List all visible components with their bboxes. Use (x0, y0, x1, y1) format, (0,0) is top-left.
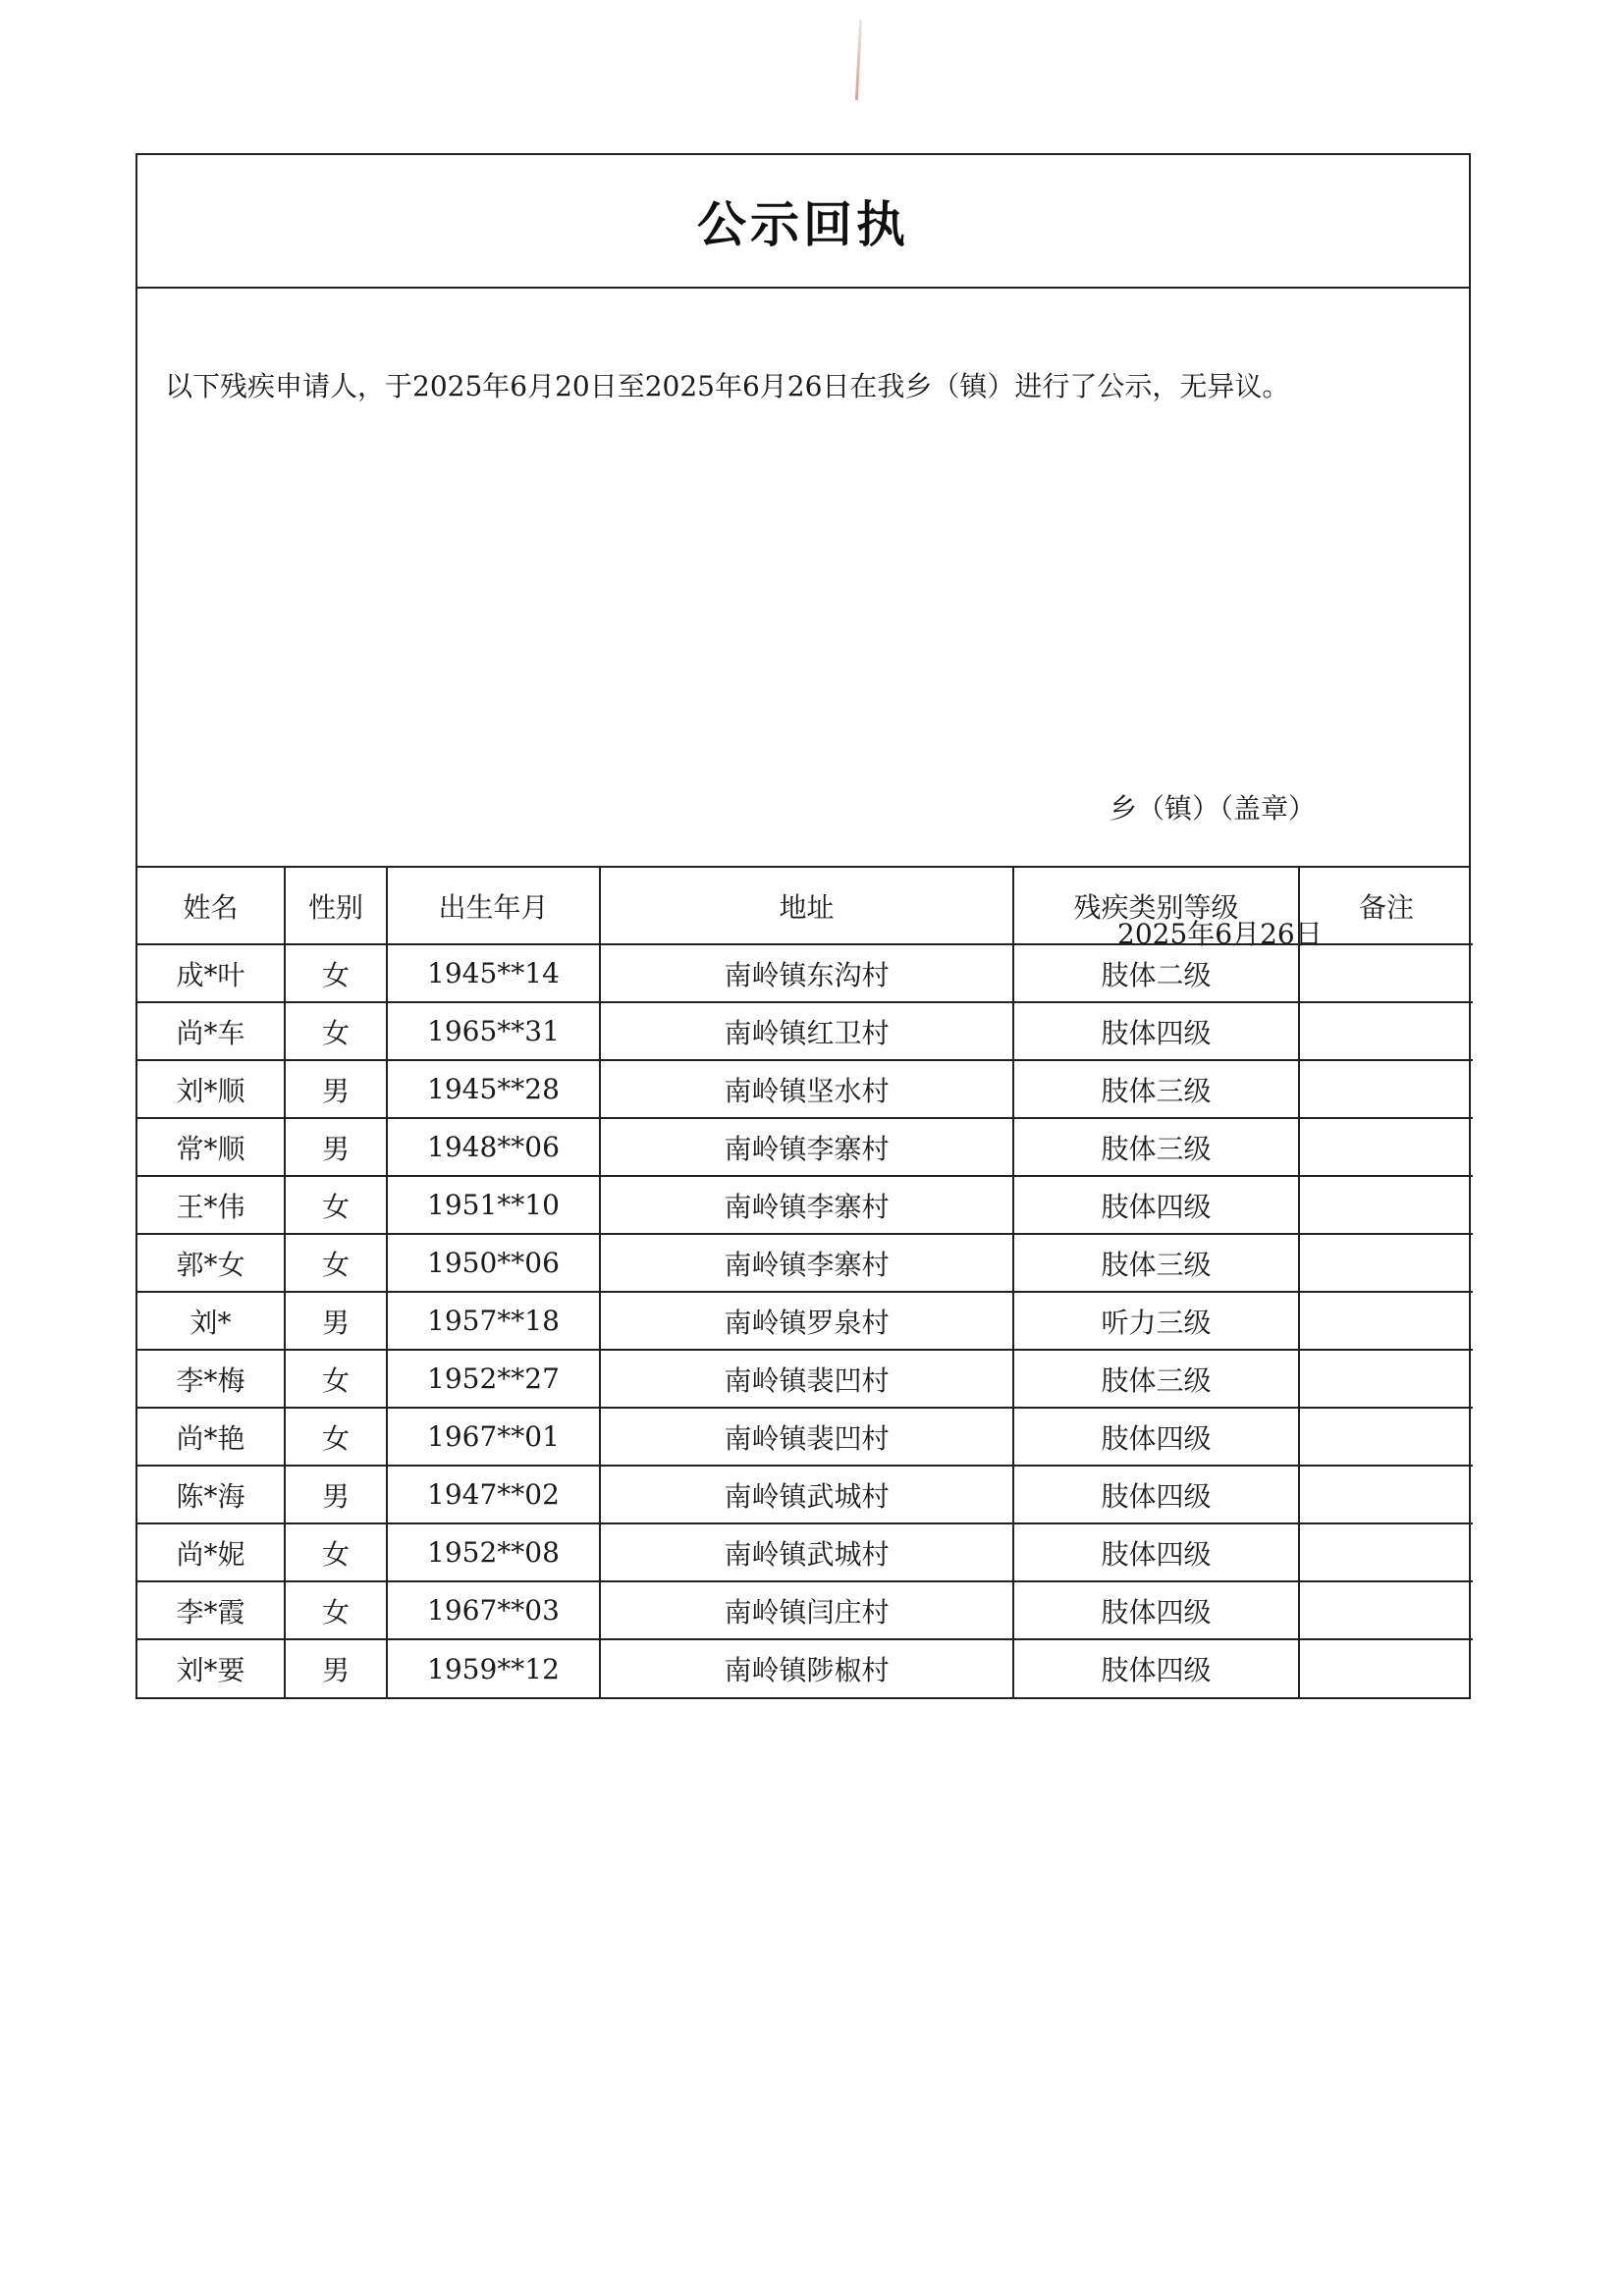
cell-note (1299, 1523, 1473, 1581)
cell-gender: 女 (285, 1234, 387, 1292)
cell-category: 肢体三级 (1013, 1118, 1299, 1176)
cell-address: 南岭镇李寨村 (600, 1176, 1013, 1234)
cell-gender: 男 (285, 1118, 387, 1176)
cell-name: 刘*顺 (137, 1060, 285, 1118)
cell-address: 南岭镇红卫村 (600, 1002, 1013, 1060)
table-row (137, 1639, 1473, 1697)
stamp-label: 乡（镇）（盖章） (1110, 792, 1317, 825)
cell-birth: 1957**18 (387, 1292, 600, 1350)
cell-birth: 1947**02 (387, 1466, 600, 1523)
header-gender: 性别 (285, 868, 387, 944)
cell-gender: 女 (285, 1176, 387, 1234)
cell-name: 刘*要 (137, 1639, 285, 1697)
cell-birth: 1950**06 (387, 1234, 600, 1292)
cell-category: 肢体三级 (1013, 1060, 1299, 1118)
cell-gender: 男 (285, 1292, 387, 1350)
table-row (137, 1466, 1473, 1523)
cell-address: 南岭镇李寨村 (600, 1118, 1013, 1176)
cell-birth: 1952**08 (387, 1523, 600, 1581)
cell-birth: 1965**31 (387, 1002, 600, 1060)
cell-name: 刘* (137, 1292, 285, 1350)
cell-name: 陈*海 (137, 1466, 285, 1523)
cell-address: 南岭镇东沟村 (600, 944, 1013, 1002)
cell-gender: 女 (285, 1523, 387, 1581)
cell-category: 肢体三级 (1013, 1350, 1299, 1408)
cell-category: 肢体四级 (1013, 1176, 1299, 1234)
cell-note (1299, 1292, 1473, 1350)
cell-note (1299, 1118, 1473, 1176)
cell-category: 肢体三级 (1013, 1234, 1299, 1292)
cell-note (1299, 944, 1473, 1002)
header-address: 地址 (600, 868, 1013, 944)
cell-note (1299, 1350, 1473, 1408)
cell-address: 南岭镇李寨村 (600, 1234, 1013, 1292)
cell-gender: 女 (285, 944, 387, 1002)
cell-gender: 女 (285, 1408, 387, 1466)
table-row (137, 1176, 1473, 1234)
notice-text: 以下残疾申请人，于2025年6月20日至2025年6月26日在我乡（镇）进行了公示，无异议。 (165, 370, 1290, 402)
cell-note (1299, 1581, 1473, 1639)
cell-name: 常*顺 (137, 1118, 285, 1176)
cell-birth: 1948**06 (387, 1118, 600, 1176)
cell-category: 听力三级 (1013, 1292, 1299, 1350)
cell-note (1299, 1639, 1473, 1697)
cell-gender: 女 (285, 1581, 387, 1639)
cell-category: 肢体四级 (1013, 1002, 1299, 1060)
table-row (137, 1350, 1473, 1408)
cell-note (1299, 1466, 1473, 1523)
applicant-table (137, 868, 1473, 1697)
cell-note (1299, 1060, 1473, 1118)
header-note: 备注 (1299, 868, 1473, 944)
cell-birth: 1951**10 (387, 1176, 600, 1234)
cell-name: 李*梅 (137, 1350, 285, 1408)
cell-birth: 1945**28 (387, 1060, 600, 1118)
cell-name: 成*叶 (137, 944, 285, 1002)
cell-address: 南岭镇陟椒村 (600, 1639, 1013, 1697)
cell-birth: 1959**12 (387, 1639, 600, 1697)
cell-gender: 女 (285, 1002, 387, 1060)
cell-category: 肢体四级 (1013, 1639, 1299, 1697)
cell-address: 南岭镇闫庄村 (600, 1581, 1013, 1639)
cell-note (1299, 1002, 1473, 1060)
cell-address: 南岭镇坚水村 (600, 1060, 1013, 1118)
cell-name: 郭*女 (137, 1234, 285, 1292)
table-row (137, 1234, 1473, 1292)
cell-birth: 1952**27 (387, 1350, 600, 1408)
cell-category: 肢体四级 (1013, 1523, 1299, 1581)
table-row (137, 1118, 1473, 1176)
cell-name: 李*霞 (137, 1581, 285, 1639)
cell-address: 南岭镇裴凹村 (600, 1408, 1013, 1466)
cell-name: 尚*车 (137, 1002, 285, 1060)
cell-gender: 女 (285, 1350, 387, 1408)
table-row (137, 1292, 1473, 1350)
table-row (137, 1002, 1473, 1060)
table-row (137, 1523, 1473, 1581)
cell-name: 尚*艳 (137, 1408, 285, 1466)
cell-address: 南岭镇武城村 (600, 1523, 1013, 1581)
cell-name: 尚*妮 (137, 1523, 285, 1581)
cell-note (1299, 1176, 1473, 1234)
cell-note (1299, 1408, 1473, 1466)
table-row (137, 1581, 1473, 1639)
table-row (137, 1408, 1473, 1466)
pen-mark (855, 20, 862, 100)
cell-birth: 1967**03 (387, 1581, 600, 1639)
signature-date: 2025年6月26日 (1117, 918, 1323, 950)
cell-gender: 男 (285, 1466, 387, 1523)
cell-category: 肢体四级 (1013, 1581, 1299, 1639)
title-section (137, 155, 1469, 289)
cell-gender: 男 (285, 1060, 387, 1118)
cell-gender: 男 (285, 1639, 387, 1697)
cell-birth: 1945**14 (387, 944, 600, 1002)
cell-category: 肢体四级 (1013, 1408, 1299, 1466)
receipt-form (135, 153, 1471, 1699)
header-name: 姓名 (137, 868, 285, 944)
cell-category: 肢体二级 (1013, 944, 1299, 1002)
cell-address: 南岭镇罗泉村 (600, 1292, 1013, 1350)
cell-name: 王*伟 (137, 1176, 285, 1234)
cell-address: 南岭镇裴凹村 (600, 1350, 1013, 1408)
header-category: 残疾类别等级 (1013, 868, 1299, 944)
table-row (137, 944, 1473, 1002)
cell-category: 肢体四级 (1013, 1466, 1299, 1523)
header-birth: 出生年月 (387, 868, 600, 944)
cell-birth: 1967**01 (387, 1408, 600, 1466)
cell-address: 南岭镇武城村 (600, 1466, 1013, 1523)
table-row (137, 1060, 1473, 1118)
document-title: 公示回执 (697, 196, 909, 253)
cell-note (1299, 1234, 1473, 1292)
